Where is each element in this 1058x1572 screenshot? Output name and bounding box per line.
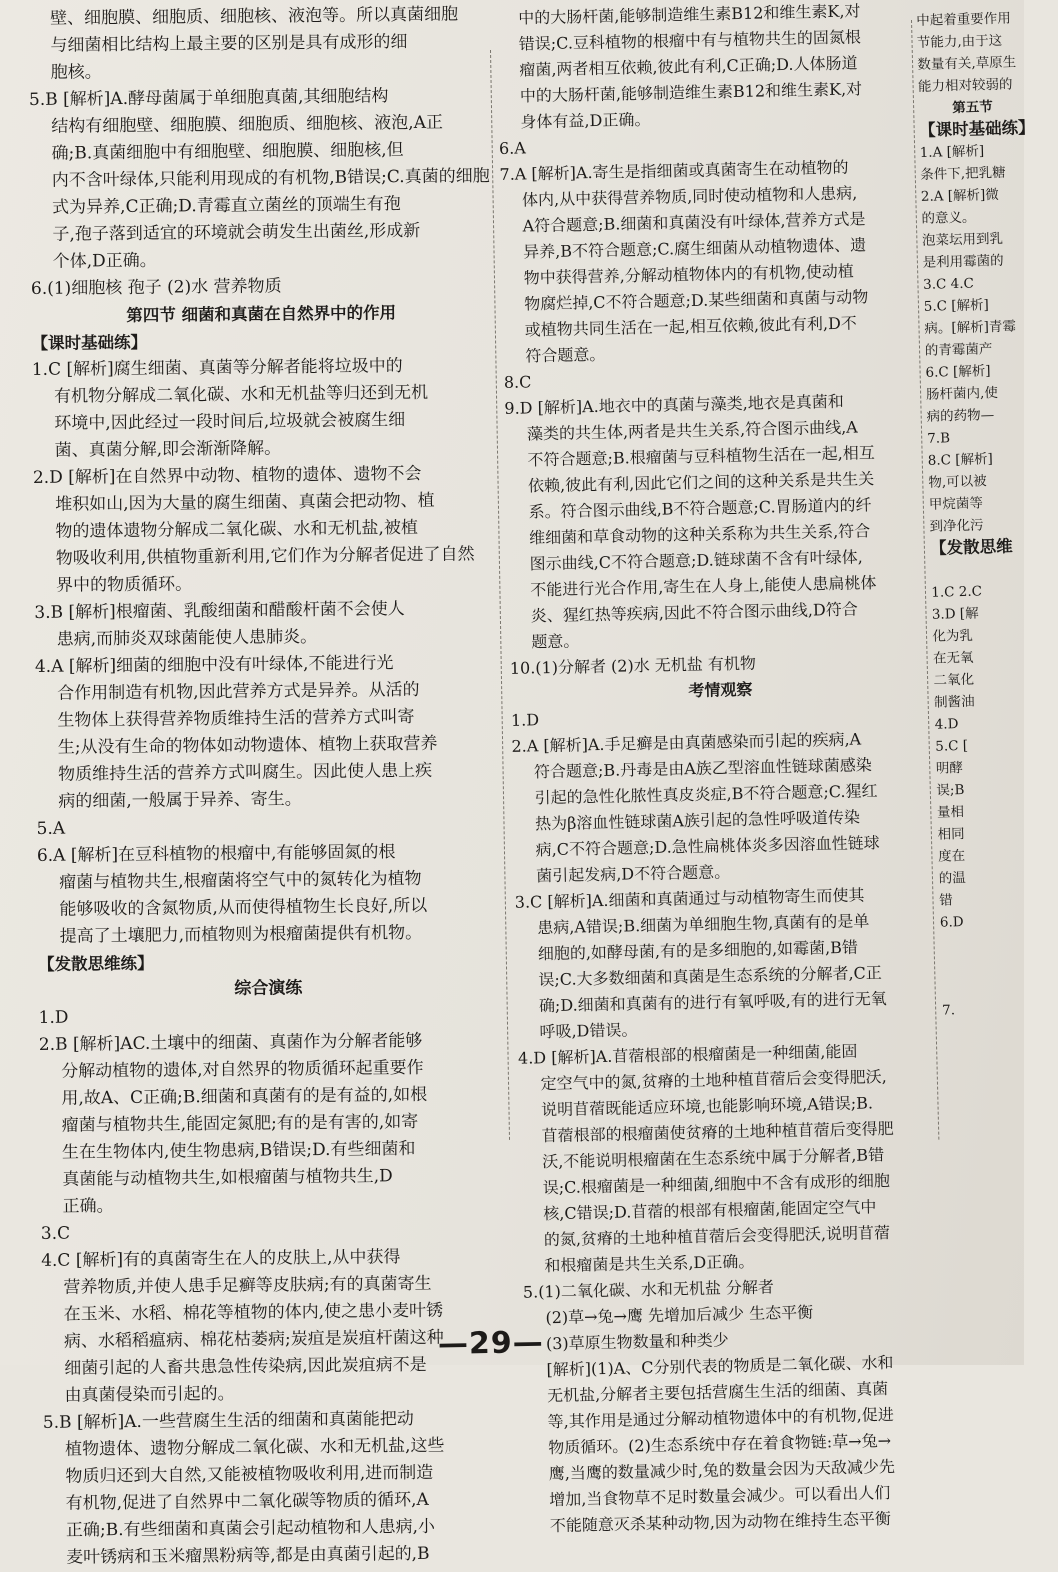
- left-column-line: 5.A: [36, 818, 66, 839]
- page-number: —29—: [437, 1325, 545, 1362]
- left-column-line: 瘤菌与植物共生,能固定氮肥;有的是有害的,如寄: [61, 1111, 419, 1136]
- middle-column-line: 不能进行光合作用,寄生在人身上,能使人患扁桃体: [530, 573, 877, 600]
- left-column-line: 5.B [解析]A.一些营腐生生活的细菌和真菌能把动: [42, 1409, 414, 1433]
- left-column-line: 综合演练: [234, 978, 303, 999]
- right-column-line: 度在: [937, 848, 966, 865]
- left-column: [28, 1, 504, 1572]
- left-column-line: 合作用制造有机物,因此营养方式是异养。从活的: [57, 679, 420, 704]
- middle-column-line: 细胞的,如酵母菌,有的是多细胞的,如霉菌,B错: [537, 937, 859, 964]
- right-column-line: 错: [939, 892, 954, 909]
- left-column-line: 2.B [解析]AC.土壤中的细菌、真菌作为分解者能够: [38, 1030, 423, 1055]
- middle-column-line: 确;D.细菌和真菌有的进行有氧呼吸,有的进行无氧: [538, 989, 887, 1016]
- right-column-line: 二氧化: [933, 671, 975, 689]
- middle-column-line: 图示曲线,C不符合题意;D.链球菌不含有叶绿体,: [529, 547, 863, 574]
- middle-column-line: 患病,A错误;B.细菌为单细胞生物,真菌有的是单: [537, 911, 870, 938]
- right-column-line: [941, 975, 1050, 1000]
- right-column-line: 的青霉菌产: [924, 341, 993, 359]
- left-column-line: 用,故A、C正确;B.细菌和真菌有的是有益的,如根: [61, 1084, 428, 1109]
- right-column-line: 的意义。: [921, 209, 976, 227]
- middle-column-line: 9.D [解析]A.地衣中的真菌与藻类,地衣是真菌和: [504, 391, 844, 418]
- left-column-line: 瘤菌与植物共生,根瘤菌将空气中的氮转化为植物: [59, 868, 422, 893]
- left-column-line: 病的细菌,一般属于异养、寄生。: [58, 789, 302, 812]
- left-column-line: 正确;B.有些细菌和真菌会引起动植物和人患病,小: [65, 1516, 436, 1541]
- left-column-line: 麦叶锈病和玉米瘤黑粉病等,都是由真菌引起的,B: [66, 1543, 430, 1568]
- right-column-line: 泡菜坛用到乳: [921, 230, 1004, 249]
- left-column-line: 有机物,促进了自然界中二氧化碳等物质的循环,A: [65, 1489, 429, 1514]
- right-column-line: 6.C [解析]: [925, 363, 991, 381]
- middle-column-line: 误;C.根瘤菌是一种细菌,细胞中不含有成形的细胞: [542, 1171, 891, 1198]
- middle-column-line: 维细菌和草食动物的这种关系称为共生关系,符合: [528, 521, 871, 548]
- right-column-line: 量相: [936, 804, 965, 821]
- middle-column-line: 藻类的共生体,两者是共生关系,符合图示曲线,A: [526, 417, 858, 444]
- left-column-line: 堆积如山,因为大量的腐生细菌、真菌会把动物、植: [55, 490, 435, 515]
- left-column-line: 5.B [解析]A.酵母菌属于单细胞真菌,其细胞结构: [28, 86, 389, 110]
- right-column-line: 数量有关,草原生: [917, 54, 1017, 73]
- middle-column-line: 7.A [解析]A.寄生是指细菌或真菌寄生在动植物的: [499, 157, 849, 184]
- middle-column-line: 呼吸,D错误。: [539, 1020, 638, 1042]
- left-column-line: 正确。: [62, 1196, 114, 1217]
- left-column-line: 生在生物体内,使生物患病,B错误;D.有些细菌和: [61, 1139, 416, 1163]
- middle-column-line: 物质循环。(2)生态系统中存在着食物链:草→兔→: [548, 1431, 892, 1458]
- middle-column-line: 体内,从中获得营养物质,同时使动植物和人患病,: [521, 183, 858, 210]
- right-column-line: 到净化污: [929, 517, 984, 535]
- left-column-line: 菌、真菌分解,即会渐渐降解。: [54, 438, 282, 461]
- middle-column-line: [解析](1)A、C分别代表的物质是二氧化碳、水和: [546, 1352, 894, 1380]
- middle-column-line: 3.C [解析]A.细菌和真菌通过与动植物寄生而使其: [514, 885, 865, 912]
- right-column-line: 误;B: [936, 782, 965, 799]
- middle-column-line: 不能随意灭杀某种动物,因为动物在维持生态平衡: [549, 1509, 892, 1536]
- middle-column-line: 或植物共同生活在一起,相互依赖,彼此有利,D不: [524, 313, 858, 340]
- left-column-line: 患病,而肺炎双球菌能使人患肺炎。: [56, 627, 318, 650]
- middle-column-line: 系。符合图示曲线,B不符合题意;C.胃肠道内的纤: [528, 495, 872, 522]
- right-column-line: 是利用霉菌的: [922, 252, 1004, 271]
- left-column-line: 提高了土壤肥力,而植物则为根瘤菌提供有机物。: [59, 922, 423, 947]
- left-column-line: 第四节 细菌和真菌在自然界中的作用: [126, 303, 397, 325]
- right-column-line: [940, 931, 1049, 956]
- left-column-line: 物吸收利用,供植物重新利用,它们作为分解者促进了自然: [55, 544, 475, 569]
- middle-column-line: 题意。: [531, 631, 580, 652]
- middle-column-line: 6.A: [498, 138, 527, 158]
- middle-column-line: 4.D [解析]A.苜蓿根部的根瘤菌是一种细菌,能固: [517, 1041, 858, 1068]
- left-column-line: 由真菌侵染而引起的。: [64, 1383, 235, 1406]
- right-column-line: 8.C [解析]: [927, 451, 994, 469]
- middle-column-line: 1.D: [510, 710, 540, 730]
- left-column-line: 植物遗体、遗物分解成二氧化碳、水和无机盐,这些: [65, 1435, 445, 1460]
- right-column-line: 的温: [938, 869, 966, 887]
- right-column-line: 1.A [解析]: [919, 143, 985, 161]
- right-column-line: 在无氧: [932, 649, 974, 667]
- left-column-line: 环境中,因此经过一段时间后,垃圾就会被腐生细: [54, 410, 406, 434]
- left-column-line: 4.C [解析]有的真菌寄生在人的皮肤上,从中获得: [41, 1247, 401, 1271]
- left-column-line: 能够吸收的含氮物质,从而使得植物生长良好,所以: [59, 895, 428, 920]
- middle-column-line: 说明苜蓿既能适应环境,也能影响环境,A错误;B.: [540, 1093, 874, 1120]
- middle-column-line: (2)草→兔→鹰 先增加后减少 生态平衡: [545, 1302, 814, 1328]
- right-column-line: 相同: [937, 826, 965, 843]
- right-column-line: 明酵: [935, 760, 964, 777]
- left-column-line: 在玉米、水稻、棉花等植物的体内,使之患小麦叶锈: [63, 1300, 444, 1325]
- right-column-line: 3.C 4.C: [922, 275, 975, 293]
- right-column-line: 病的药物—: [926, 407, 995, 425]
- middle-column: [496, 0, 948, 1540]
- middle-column-line: 热为β溶血性链球菌A族引起的急性呼吸道传染: [534, 807, 861, 834]
- middle-column-line: 符合题意。: [525, 344, 606, 366]
- right-column-line: 中起着重要作用: [916, 10, 1011, 29]
- middle-column-line: 考情观察: [688, 679, 753, 701]
- middle-column-line: 8.C: [503, 372, 532, 392]
- middle-column-line: 异养,B不符合题意;C.腐生细菌从动植物遗体、遗: [522, 235, 867, 262]
- middle-column-line: 沃,不能说明根瘤菌在生态系统中属于分解者,B错: [542, 1145, 885, 1172]
- left-column-line: 生;从没有生命的物体如动物遗体、植物上获取营养: [57, 733, 438, 758]
- middle-column-line: 炎、猩红热等疾病,因此不符合图示曲线,D符合: [530, 599, 858, 626]
- right-column-line: 7.B: [927, 430, 951, 447]
- right-column-line: 能力相对较弱的: [917, 76, 1013, 95]
- left-column-line: 确;B.真菌细胞中有细胞壁、细胞膜、细胞核,但: [51, 140, 404, 164]
- middle-column-line: 等,其作用是通过分解动植物遗体中的有机物,促进: [547, 1404, 894, 1432]
- middle-column-line: 物腐烂掉,C不符合题意;D.某些细菌和真菌与动物: [524, 287, 869, 314]
- left-column-line: 个体,D正确。: [52, 250, 157, 272]
- middle-column-line: 误;C.大多数细菌和真菌是生态系统的分解者,C正: [538, 963, 883, 990]
- middle-column-line: 不符合题意;B.根瘤菌与豆科植物生活在一起,相互: [527, 443, 875, 470]
- left-column-line: 1.D: [38, 1007, 69, 1028]
- right-column-line: [930, 557, 1039, 582]
- right-column-line: 【发散思维: [929, 536, 1013, 558]
- right-column-line: 1.C 2.C: [931, 583, 983, 601]
- middle-column-line: 符合题意;B.丹毒是由A族乙型溶血性链球菌感染: [533, 755, 872, 782]
- left-column-line: 真菌能与动植物共生,如根瘤菌与植物共生,D: [62, 1166, 393, 1190]
- right-column-line: 第五节: [952, 99, 994, 117]
- left-column-line: 营养物质,并使人患手足癣等皮肤病;有的真菌寄生: [63, 1273, 432, 1298]
- middle-column-line: 中的大肠杆菌,能够制造维生素B12和维生素K,对: [519, 79, 863, 106]
- left-column-line: 子,孢子落到适宜的环境就会萌发生出菌丝,形成新: [52, 220, 421, 245]
- right-column-line: 5.C [: [935, 737, 969, 755]
- middle-column-line: 苜蓿根部的根瘤菌使贫瘠的土地种植苜蓿后变得肥: [541, 1118, 894, 1146]
- left-column-line: 1.C [解析]腐生细菌、真菌等分解者能将垃圾中的: [31, 356, 403, 380]
- middle-column-line: 错误;C.豆科植物的根瘤中有与植物共生的固氮根: [518, 27, 862, 54]
- middle-column-line: 核,C错误;D.苜蓿的根部有根瘤菌,能固定空气中: [543, 1197, 877, 1224]
- left-column-line: 6.A [解析]在豆科植物的根瘤中,有能够固氮的根: [36, 842, 396, 866]
- middle-column-line: 无机盐,分解者主要包括营腐生生活的细菌、真菌: [546, 1379, 889, 1406]
- middle-column-line: 10.(1)分解者 (2)水 无机盐 有机物: [509, 653, 757, 678]
- left-column-line: 胞核。: [50, 62, 102, 83]
- right-column-line: 病。[解析]青霉: [924, 318, 1017, 337]
- left-column-line: 生物体上获得营养物质维持生活的营养方式叫寄: [57, 706, 415, 731]
- middle-column-line: 身体有益,D正确。: [520, 109, 651, 132]
- left-column-line: 分解动植物的遗体,对自然界的物质循环起重要作: [61, 1057, 424, 1082]
- right-column-line: 肠杆菌内,使: [925, 384, 999, 403]
- left-column-line: 细菌引起的人畜共患急性传染病,因此炭疽病不是: [64, 1354, 427, 1379]
- left-column-line: 4.A [解析]细菌的细胞中没有叶绿体,不能进行光: [34, 653, 394, 677]
- right-column-line: 5.C [解析]: [923, 297, 990, 315]
- middle-column-line: 物中获得营养,分解动植物体内的有机物,使动植: [523, 261, 855, 288]
- right-column-line: 【课时基础练】: [918, 117, 1035, 140]
- middle-column-line: 依赖,彼此有利,因此它们之间的这种关系是共生关: [527, 469, 875, 496]
- left-column-line: 3.B [解析]根瘤菌、乳酸细菌和醋酸杆菌不会使人: [34, 599, 405, 623]
- left-column-line: 有机物分解成二氧化碳、水和无机盐等归还到无机: [53, 382, 429, 407]
- right-column-line: 6.D: [939, 914, 964, 931]
- left-column-line: 物的遗体遗物分解成二氧化碳、水和无机盐,被植: [55, 517, 418, 542]
- middle-column-line: 瘤菌,两者相互依赖,彼此有利,C正确;D.人体肠道: [519, 53, 858, 80]
- right-column-line: 甲烷菌等: [928, 495, 984, 513]
- left-column-line: 物质归还到大自然,又能被植物吸收利用,进而制造: [65, 1462, 434, 1487]
- middle-column-line: 引起的急性化脓性真皮炎症,B不符合题意;C.猩红: [534, 781, 878, 808]
- middle-column-line: (3)草原生物数量和种类少: [545, 1330, 729, 1354]
- right-column-line: 4.D: [934, 716, 959, 733]
- left-column-line: 【发散思维练】: [37, 953, 154, 974]
- middle-column-line: 的氮,贫瘠的土地种植苜蓿后会变得肥沃,说明苜蓿: [543, 1223, 891, 1250]
- left-column-line: 2.D [解析]在自然界中动物、植物的遗体、遗物不会: [32, 463, 422, 488]
- middle-column-line: 2.A [解析]A.手足癣是由真菌感染而引起的疾病,A: [511, 729, 862, 756]
- left-column-line: 式为异养,C正确;D.青霉直立菌丝的顶端生有孢: [52, 194, 401, 218]
- left-column-line: 界中的物质循环。: [55, 574, 193, 596]
- right-column-line: 2.A [解析]微: [920, 186, 1000, 205]
- right-column-line: 3.D [解: [931, 605, 979, 623]
- left-column-line: 与细菌相比结构上最主要的区别是具有成形的细: [50, 32, 408, 56]
- left-column-line: 【课时基础练】: [31, 332, 148, 353]
- right-column-line: 化为乳: [932, 627, 974, 645]
- left-column-line: 物质维持生活的营养方式叫腐生。因此使人患上疾: [57, 760, 433, 785]
- left-column-line: 内不含叶绿体,只能利用现成的有机物,B错误;C.真菌的细胞: [51, 166, 490, 191]
- middle-column-line: 鹰,当鹰的数量减少时,兔的数量会因为天敌减少先: [548, 1456, 896, 1484]
- right-column-line: 7.: [941, 1002, 956, 1019]
- middle-column-line: 增加,当食物草不足时数量会减少。可以看出人们: [549, 1483, 891, 1510]
- left-column-line: 结构有细胞壁、细胞膜、细胞质、细胞核、液泡,A正: [51, 112, 444, 137]
- middle-column-line: 5.(1)二氧化碳、水和无机盐 分解者: [522, 1277, 775, 1302]
- right-column-line: 物,可以被: [928, 473, 987, 491]
- left-column-line: 6.(1)细胞核 孢子 (2)水 营养物质: [30, 276, 282, 299]
- middle-column-line: 中的大肠杆菌,能够制造维生素B12和维生素K,对: [518, 1, 861, 28]
- middle-column-line: 菌引起发病,D不符合题意。: [536, 862, 731, 886]
- right-column-line: [941, 953, 1050, 978]
- right-column-line: 条件下,把乳糖: [920, 164, 1006, 183]
- middle-column-line: 和根瘤菌是共生关系,D正确。: [544, 1251, 755, 1276]
- left-column-line: 病、水稻稻瘟病、棉花枯萎病;炭疽是炭疽杆菌这种: [63, 1327, 444, 1352]
- right-column: [916, 7, 1050, 1021]
- middle-column-line: 病,C不符合题意;D.急性扁桃体炎多因溶血性链球: [535, 833, 880, 860]
- middle-column-line: 定空气中的氮,贫瘠的土地种植苜蓿后会变得肥沃,: [540, 1067, 887, 1094]
- right-column-line: 制酱油: [933, 693, 975, 711]
- right-column-line: 节能力,由于这: [916, 32, 1003, 51]
- middle-column-line: A符合题意;B.细菌和真菌没有叶绿体,营养方式是: [522, 209, 866, 236]
- left-column-line: 壁、细胞膜、细胞质、细胞核、液泡等。所以真菌细胞: [50, 4, 459, 29]
- left-column-line: 3.C: [40, 1223, 71, 1244]
